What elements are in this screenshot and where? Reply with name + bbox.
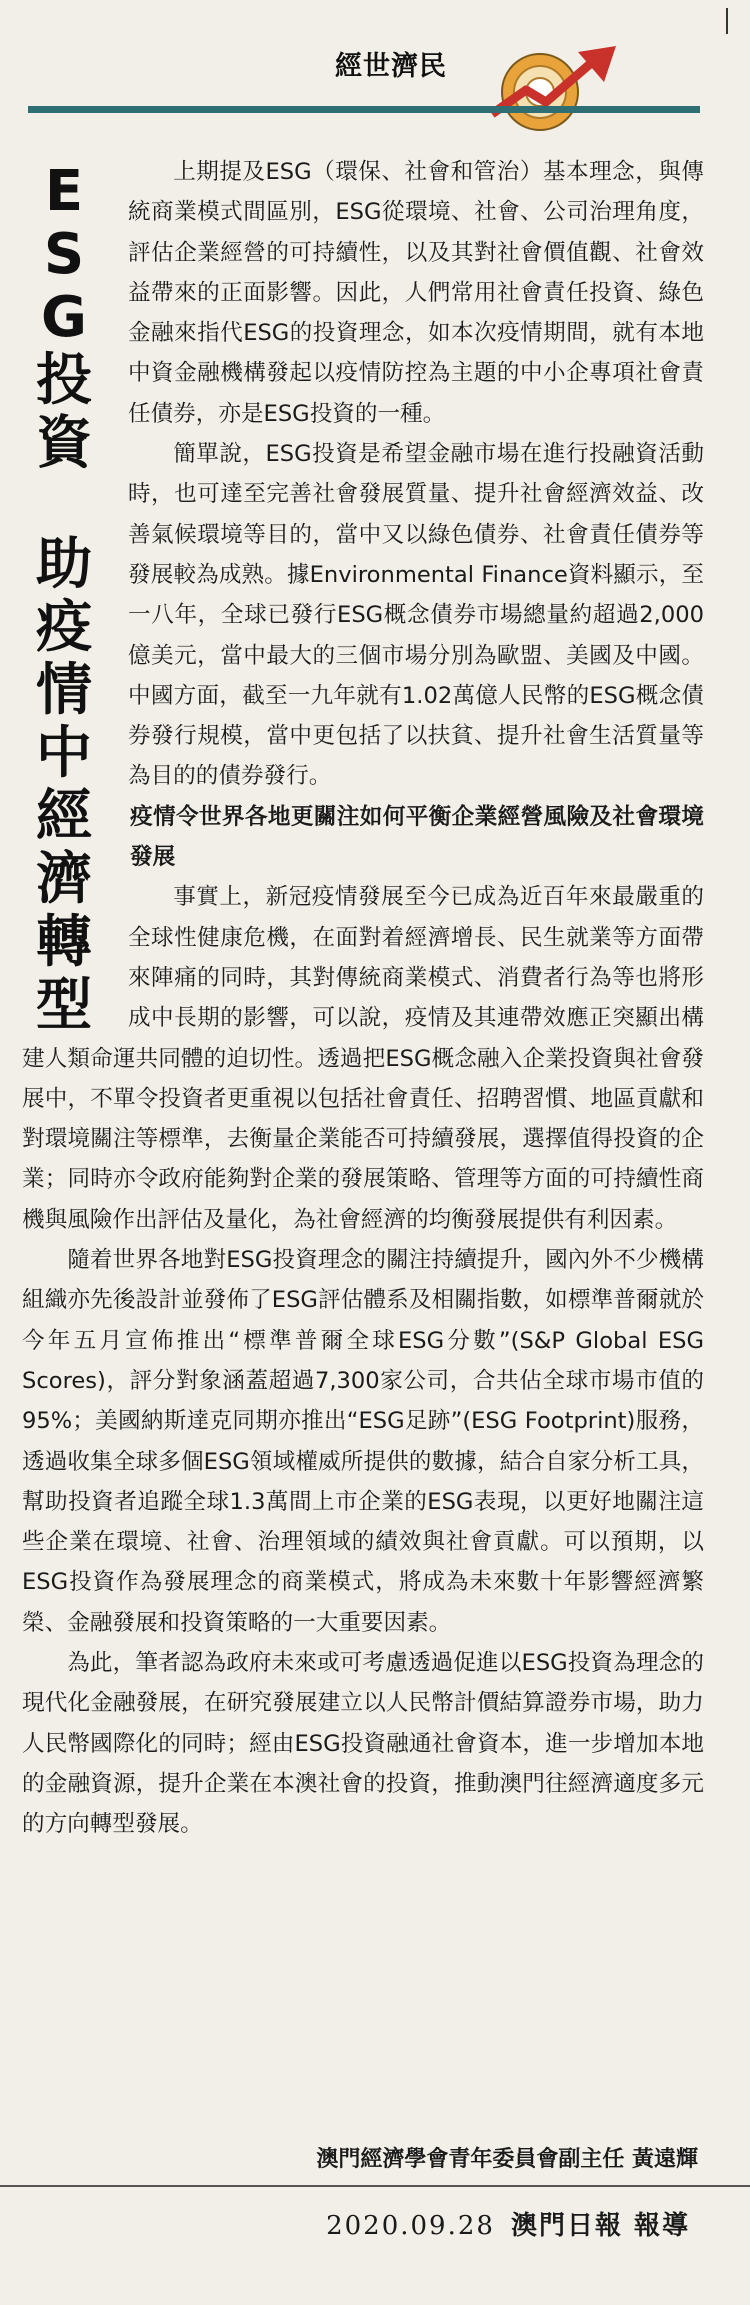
headline-char: 濟 [36,847,92,912]
dateline [326,2205,690,2242]
headline-char: 投 [36,348,92,413]
paragraph: 事實上，新冠疫情發展至今已成為近百年來最嚴重的全球性健康危機，在面對着經濟增長、民生就業等方面帶來陣痛的同時，其對傳統商業模式、消費者行為等也將形成中長期的影響，可以說，疫情及其連帶效應正突顯出構建人類命運共同體的迫切性。透過把ESG概念融入企業投資與社會發展中，不單令投資者更重視以包括社會責任、招聘習慣、地區貢獻和對環境關注等標準，去衡量企業能否可持續發展，選擇值得投資的企業；同時亦令政府能夠對企業的發展策略、管理等方面的可持續性商機與風險作出評估及量化，為社會經濟的均衡發展提供有利因素。 [22,884,704,1233]
paragraph: 為此，筆者認為政府未來或可考慮透過促進以ESG投資為理念的現代化金融發展，在研究發展建立以人民幣計價結算證券市場，助力人民幣國際化的同時；經由ESG投資融通社會資本，進一步增加本地的金融資源，提升企業在本澳社會的投資，推動澳門往經濟適度多元的方向轉型發展。 [22,1649,704,1838]
corner-mark [726,8,728,34]
headline-char: G [41,285,87,350]
headline-char: 中 [36,721,92,786]
article-body [22,152,704,1844]
headline-char: 經 [36,784,92,849]
column-tag: 經世濟民 [335,51,447,82]
paragraph: 上期提及ESG（環保、社會和管治）基本理念，與傳統商業模式間區別，ESG從環境、社會、公司治理角度，評估企業經營的可持續性，以及其對社會價值觀、社會效益帶來的正面影響。因此，人們常用社會責任投資、綠色金融來指代ESG的投資理念，如本次疫情期間，就有本地中資金融機構發起以疫情防控為主題的中小企專項社會責任債券，亦是ESG投資的一種。 [128,159,704,427]
headline-char: 轉 [36,910,92,975]
publication-date: 2020.09.28 [326,2211,495,2241]
paragraph: 簡單說，ESG投資是希望金融市場在進行投融資活動時，也可達至完善社會發展質量、提升社會經濟效益、改善氣候環境等目的，當中又以綠色債券、社會責任債券等發展較為成熟。據Environmental Finance資料顯示，至一八年，全球已發行ESG概念債券市場總量約超過2,000億美元，當中最大的三個市場分別為歐盟、美國及中國。中國方面，截至一九年就有1.02萬億人民幣的ESG概念債券發行規模，當中更包括了以扶貧、提升社會生活質量等為目的的債券發行。 [128,441,704,790]
headline-char: 型 [36,973,92,1038]
headline-char: 資 [36,411,92,476]
headline-wrap-spacer [22,152,128,1020]
section-subheading: 疫情令世界各地更關注如何平衡企業經營風險及社會環境發展 [130,803,704,871]
author-signature: 澳門經濟學會青年委員會副主任 黃遠輝 [316,2147,698,2172]
headline-char: 疫 [36,595,92,660]
headline-char: S [43,222,85,287]
headline-char: 助 [36,532,92,597]
headline-char: 情 [36,658,92,723]
footer-rule [0,2185,750,2187]
growth-arrow-logo-icon [478,40,628,148]
paragraph: 隨着世界各地對ESG投資理念的關注持續提升，國內外不少機構組織亦先後設計並發佈了ESG評估體系及相關指數，如標準普爾就於今年五月宣佈推出“標準普爾全球ESG分數”(S&P Global ESG Scores)，評分對象涵蓋超過7,300家公司，合共佔全球市場市值的95%；美國納斯達克同期亦推出“ESG足跡”(ESG Footprint)服務，透過收集全球多個ESG領域權威所提供的數據，結合自家分析工具，幫助投資者追蹤全球1.3萬間上市企業的ESG表現，以更好地關注這些企業在環境、社會、治理領域的績效與社會貢獻。可以預期，以ESG投資作為發展理念的商業模式，將成為未來數十年影響經濟繁榮、金融發展和投資策略的一大重要因素。 [22,1247,704,1636]
newspaper-name: 澳門日報 報導 [510,2211,690,2241]
header-rule [28,106,700,113]
headline-char: E [44,159,84,224]
